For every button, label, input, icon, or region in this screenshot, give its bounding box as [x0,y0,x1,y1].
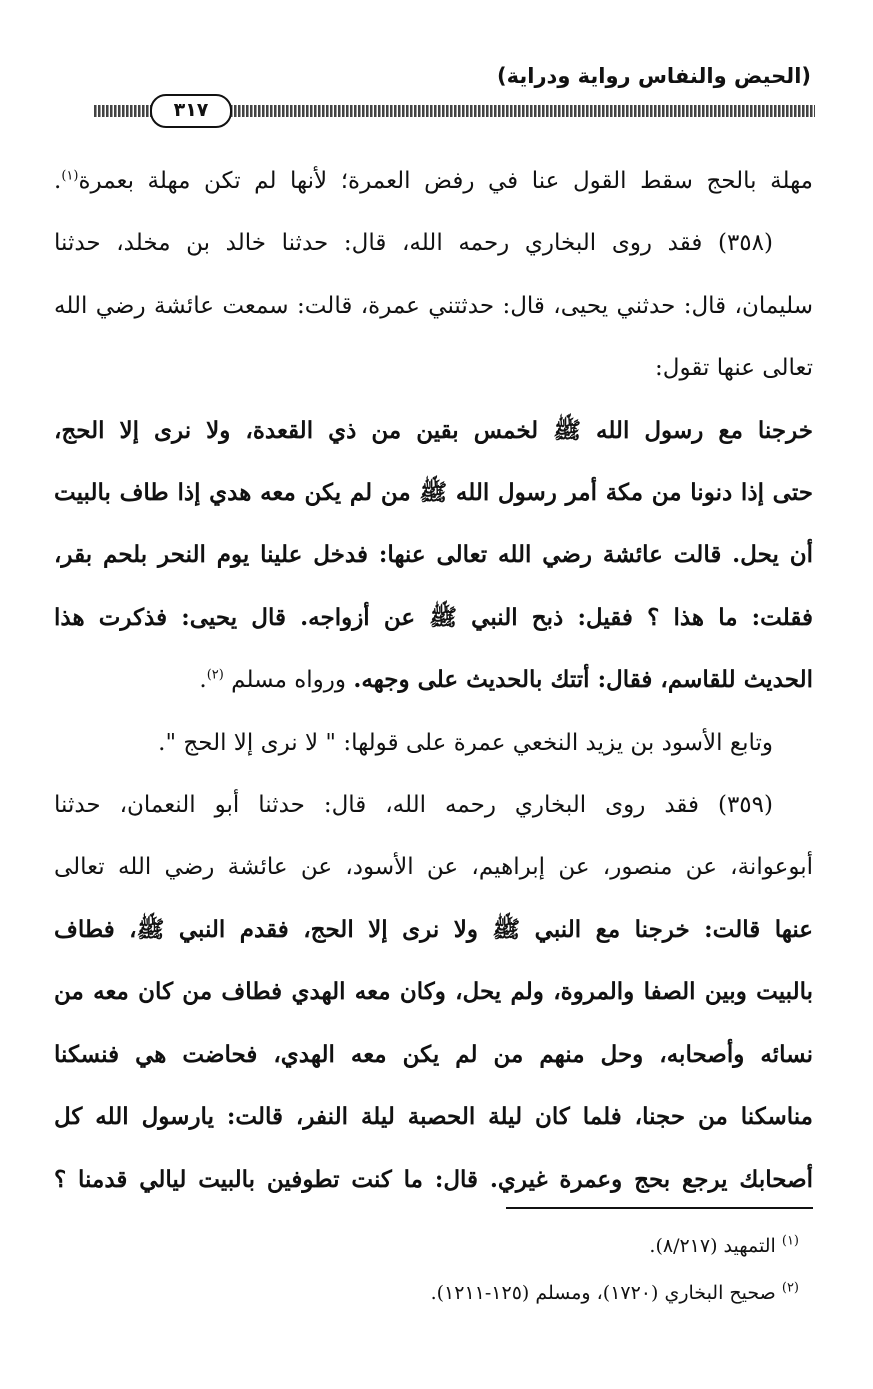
text-line [54,275,813,337]
text-line-content: حتى إذا دنونا من مكة أمر رسول الله ﷺ من لم يكن معه هدي إذا طاف بالبيت [54,479,813,507]
text-line-content: تعالى عنها تقول: [655,355,813,382]
text-line [54,1149,813,1211]
running-header [60,58,811,98]
text-line [54,1086,813,1148]
text-line-citation: ورواه مسلم [223,667,354,694]
text-line-punctuation: . [54,168,62,194]
footnote [60,1223,799,1270]
body-text [54,150,813,1211]
text-line [54,649,813,711]
footnote-text: التمهيد (٨/٢١٧). [649,1235,776,1257]
text-line [54,836,813,898]
running-header-title: (الحيض والنفاس رواية ودراية) [497,64,811,88]
footnotes [60,1223,799,1317]
page-number: ٣١٧ [150,94,232,128]
text-line-content: وتابع الأسود بن يزيد النخعي عمرة على قولها: " لا نرى إلا الحج ". [158,729,773,756]
text-line-content: الحديث للقاسم، فقال: أتتك بالحديث على وجهه. [353,666,813,694]
text-line [54,774,813,836]
text-line [54,1024,813,1086]
text-line [54,212,813,274]
text-line-content: أصحابك يرجع بحج وعمرة غيري. قال: ما كنت تطوفين بالبيت ليالي قدمنا ؟ [54,1165,813,1193]
footnote-text: صحيح البخاري (١٧٢٠)، ومسلم (١٢٥-١٢١١). [430,1282,776,1304]
text-line [54,899,813,961]
text-line-punctuation: . [199,667,207,694]
text-line [54,587,813,649]
text-line-content: خرجنا مع رسول الله ﷺ لخمس بقين من ذي القعدة، ولا نرى إلا الحج، [54,416,813,444]
text-line-content: عنها قالت: خرجنا مع النبي ﷺ ولا نرى إلا الحج، فقدم النبي ﷺ، فطاف [54,915,813,943]
text-line [54,400,813,462]
text-line-content: أن يحل. قالت عائشة رضي الله تعالى عنها: فدخل علينا يوم النحر بلحم بقر، [54,541,813,569]
footnote-number: (٢) [781,1280,799,1296]
footnote-marker: (١) [61,168,79,184]
text-line-content: (٣٥٩) فقد روى البخاري رحمه الله، قال: حدثنا أبو النعمان، حدثنا [54,792,773,819]
text-line [54,150,813,212]
footnote-marker: (٢) [206,667,224,683]
text-line-content: نسائه وأصحابه، وحل منهم من لم يكن معه الهدي، فحاضت هي فنسكنا [54,1040,813,1068]
text-line-content: مهلة بالحج سقط القول عنا في رفض العمرة؛ لأنها لم تكن مهلة بعمرة [78,168,813,194]
text-line [54,712,813,774]
footnote-rule [506,1207,813,1209]
text-line-content: (٣٥٨) فقد روى البخاري رحمه الله، قال: حدثنا خالد بن مخلد، حدثنا [54,230,773,257]
text-line [54,961,813,1023]
text-line [54,524,813,586]
text-line-content: مناسكنا من حجنا، فلما كان ليلة الحصبة ليلة النفر، قالت: يارسول الله كل [54,1103,813,1131]
text-line-content: سليمان، قال: حدثني يحيى، قال: حدثتني عمرة، قالت: سمعت عائشة رضي الله [54,292,813,319]
text-line [54,462,813,524]
footnote [60,1270,799,1317]
text-line [54,337,813,399]
text-line-content: فقلت: ما هذا ؟ فقيل: ذبح النبي ﷺ عن أزواجه. قال يحيى: فذكرت هذا [54,603,813,631]
text-line-content: بالبيت وبين الصفا والمروة، ولم يحل، وكان معه الهدي فطاف من كان معه من [54,978,813,1006]
text-line-content: أبوعوانة، عن منصور، عن إبراهيم، عن الأسود، عن عائشة رضي الله تعالى [54,854,813,881]
footnote-number: (١) [781,1233,799,1249]
